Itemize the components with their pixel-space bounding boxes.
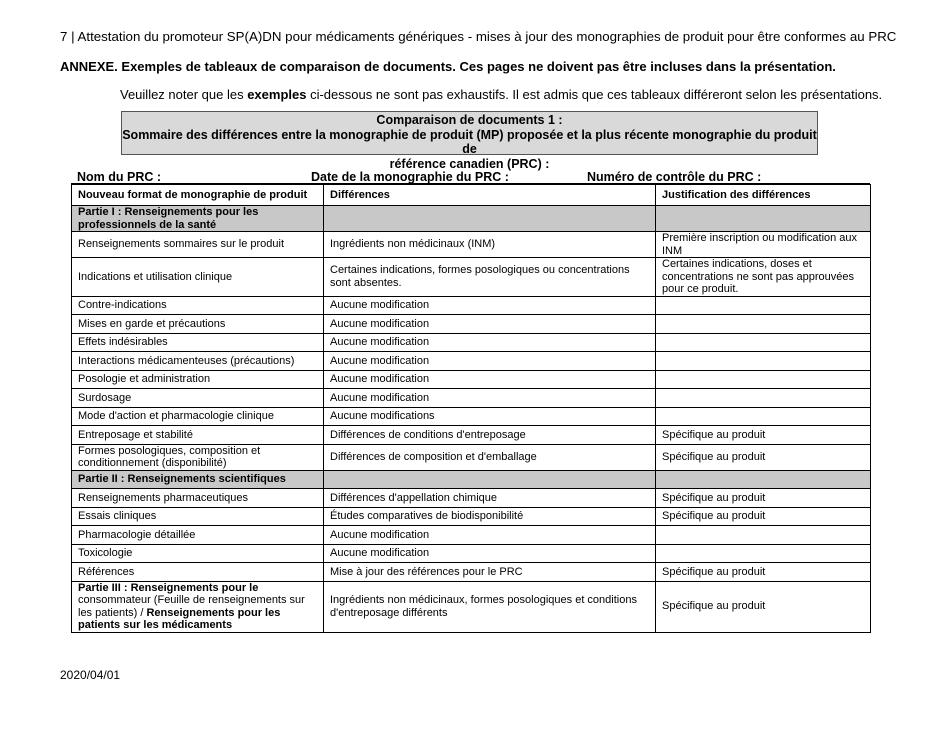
table-row: [72, 315, 871, 334]
cell-difference: Aucune modification: [324, 526, 656, 545]
cell-section-part3: [72, 581, 324, 632]
cell-section: Toxicologie: [72, 544, 324, 563]
table-row: [72, 333, 871, 352]
table-row: [72, 544, 871, 563]
note-suffix: ci-dessous ne sont pas exhaustifs. Il est admis que ces tableaux différeront selon les présentations.: [306, 87, 883, 102]
table-row: [72, 370, 871, 389]
cell-difference: Aucune modification: [324, 315, 656, 334]
cell-justification: Spécifique au produit: [656, 581, 871, 632]
table-row: [72, 258, 871, 297]
section-part2-empty: [324, 470, 656, 489]
cell-difference: Aucune modification: [324, 296, 656, 315]
section-part2-empty: [656, 470, 871, 489]
cell-justification: [656, 296, 871, 315]
cell-difference: Mise à jour des références pour le PRC: [324, 563, 656, 582]
comparison-title-line2: Sommaire des différences entre la monographie de produit (MP) proposée et la plus récente monographie du produit de: [122, 127, 817, 156]
cell-justification: Spécifique au produit: [656, 444, 871, 470]
cell-justification: Spécifique au produit: [656, 507, 871, 526]
header-justification: Justification des différences: [656, 185, 871, 206]
cell-section: Renseignements sommaires sur le produit: [72, 232, 324, 258]
cell-justification: [656, 352, 871, 371]
header-differences: Différences: [324, 185, 656, 206]
table-row: [72, 426, 871, 445]
cell-section: Interactions médicamenteuses (précautions): [72, 352, 324, 371]
cell-justification: [656, 315, 871, 334]
comparison-title-line1: Comparaison de documents 1 :: [376, 113, 563, 127]
comparison-title-box: [121, 111, 818, 171]
table-row: [72, 563, 871, 582]
cell-difference: Différences d'appellation chimique: [324, 489, 656, 508]
section-part1-empty: [324, 206, 656, 232]
table-row: [72, 389, 871, 408]
section-part1-empty: [656, 206, 871, 232]
cell-difference: Différences de conditions d'entreposage: [324, 426, 656, 445]
cell-section: Posologie et administration: [72, 370, 324, 389]
cell-section: Effets indésirables: [72, 333, 324, 352]
table-row: [72, 352, 871, 371]
header-new-format: Nouveau format de monographie de produit: [72, 185, 324, 206]
section-row-part1: [72, 206, 871, 232]
cell-section: Formes posologiques, composition et conditionnement (disponibilité): [72, 444, 324, 470]
cell-section: Contre-indications: [72, 296, 324, 315]
cell-section: Renseignements pharmaceutiques: [72, 489, 324, 508]
table-row: [72, 489, 871, 508]
cell-difference: Ingrédients non médicinaux (INM): [324, 232, 656, 258]
section-part2-label: Partie II : Renseignements scientifiques: [72, 470, 324, 489]
cell-section: Surdosage: [72, 389, 324, 408]
cell-difference: Aucune modification: [324, 333, 656, 352]
cell-justification: Première inscription ou modification aux INM: [656, 232, 871, 258]
cell-difference: Ingrédients non médicinaux, formes posologiques et conditions d'entreposage différents: [324, 581, 656, 632]
cell-justification: Certaines indications, doses et concentrations ne sont pas approuvées pour ce produit.: [656, 258, 871, 297]
table-row: [72, 407, 871, 426]
cell-difference: Certaines indications, formes posologiques ou concentrations sont absentes.: [324, 258, 656, 297]
part3-bold-a: Partie III : Renseignements pour le: [78, 581, 259, 594]
table-row: [72, 526, 871, 545]
cell-section: Essais cliniques: [72, 507, 324, 526]
cell-section: Références: [72, 563, 324, 582]
prc-date-label: Date de la monographie du PRC :: [311, 170, 509, 184]
cell-difference: Aucune modification: [324, 389, 656, 408]
prc-control-number-label: Numéro de contrôle du PRC :: [587, 170, 762, 184]
cell-section: Mises en garde et précautions: [72, 315, 324, 334]
table-row: [72, 507, 871, 526]
table-row: [72, 296, 871, 315]
cell-justification: [656, 544, 871, 563]
table-row-part3: [72, 581, 871, 632]
prc-name-label: Nom du PRC :: [77, 170, 162, 184]
cell-section: Indications et utilisation clinique: [72, 258, 324, 297]
cell-difference: Aucune modification: [324, 544, 656, 563]
cell-justification: [656, 407, 871, 426]
table-header-row: [72, 185, 871, 206]
cell-justification: Spécifique au produit: [656, 489, 871, 508]
note-bold: exemples: [247, 87, 307, 102]
table-row: [72, 444, 871, 470]
cell-section: Pharmacologie détaillée: [72, 526, 324, 545]
cell-justification: [656, 526, 871, 545]
cell-section: Mode d'action et pharmacologie clinique: [72, 407, 324, 426]
cell-justification: [656, 333, 871, 352]
section-row-part2: [72, 470, 871, 489]
part3-bold-b: Renseignements pour les patients sur les médicaments: [78, 606, 281, 631]
page-header: 7 | Attestation du promoteur SP(A)DN pour médicaments génériques - mises à jour des monographies de produit pour être conformes au PRC: [60, 29, 897, 44]
cell-difference: Différences de composition et d'emballage: [324, 444, 656, 470]
cell-justification: Spécifique au produit: [656, 426, 871, 445]
table-row: [72, 232, 871, 258]
cell-justification: Spécifique au produit: [656, 563, 871, 582]
cell-section: Entreposage et stabilité: [72, 426, 324, 445]
cell-difference: Aucune modifications: [324, 407, 656, 426]
note-paragraph: [120, 87, 882, 102]
cell-difference: Aucune modification: [324, 352, 656, 371]
part3-normal: consommateur (Feuille de renseignements sur les patients) /: [78, 594, 305, 619]
cell-justification: [656, 389, 871, 408]
comparison-table: [71, 184, 871, 633]
cell-difference: Études comparatives de biodisponibilité: [324, 507, 656, 526]
section-part1-label: Partie I : Renseignements pour les professionnels de la santé: [72, 206, 324, 232]
comparison-title-line3: référence canadien (PRC) :: [389, 156, 550, 171]
cell-justification: [656, 370, 871, 389]
cell-difference: Aucune modification: [324, 370, 656, 389]
annex-title: ANNEXE. Exemples de tableaux de comparaison de documents. Ces pages ne doivent pas être incluses dans la présentation.: [60, 59, 836, 74]
footer-date: 2020/04/01: [60, 668, 121, 682]
note-prefix: Veuillez noter que les: [120, 87, 248, 102]
